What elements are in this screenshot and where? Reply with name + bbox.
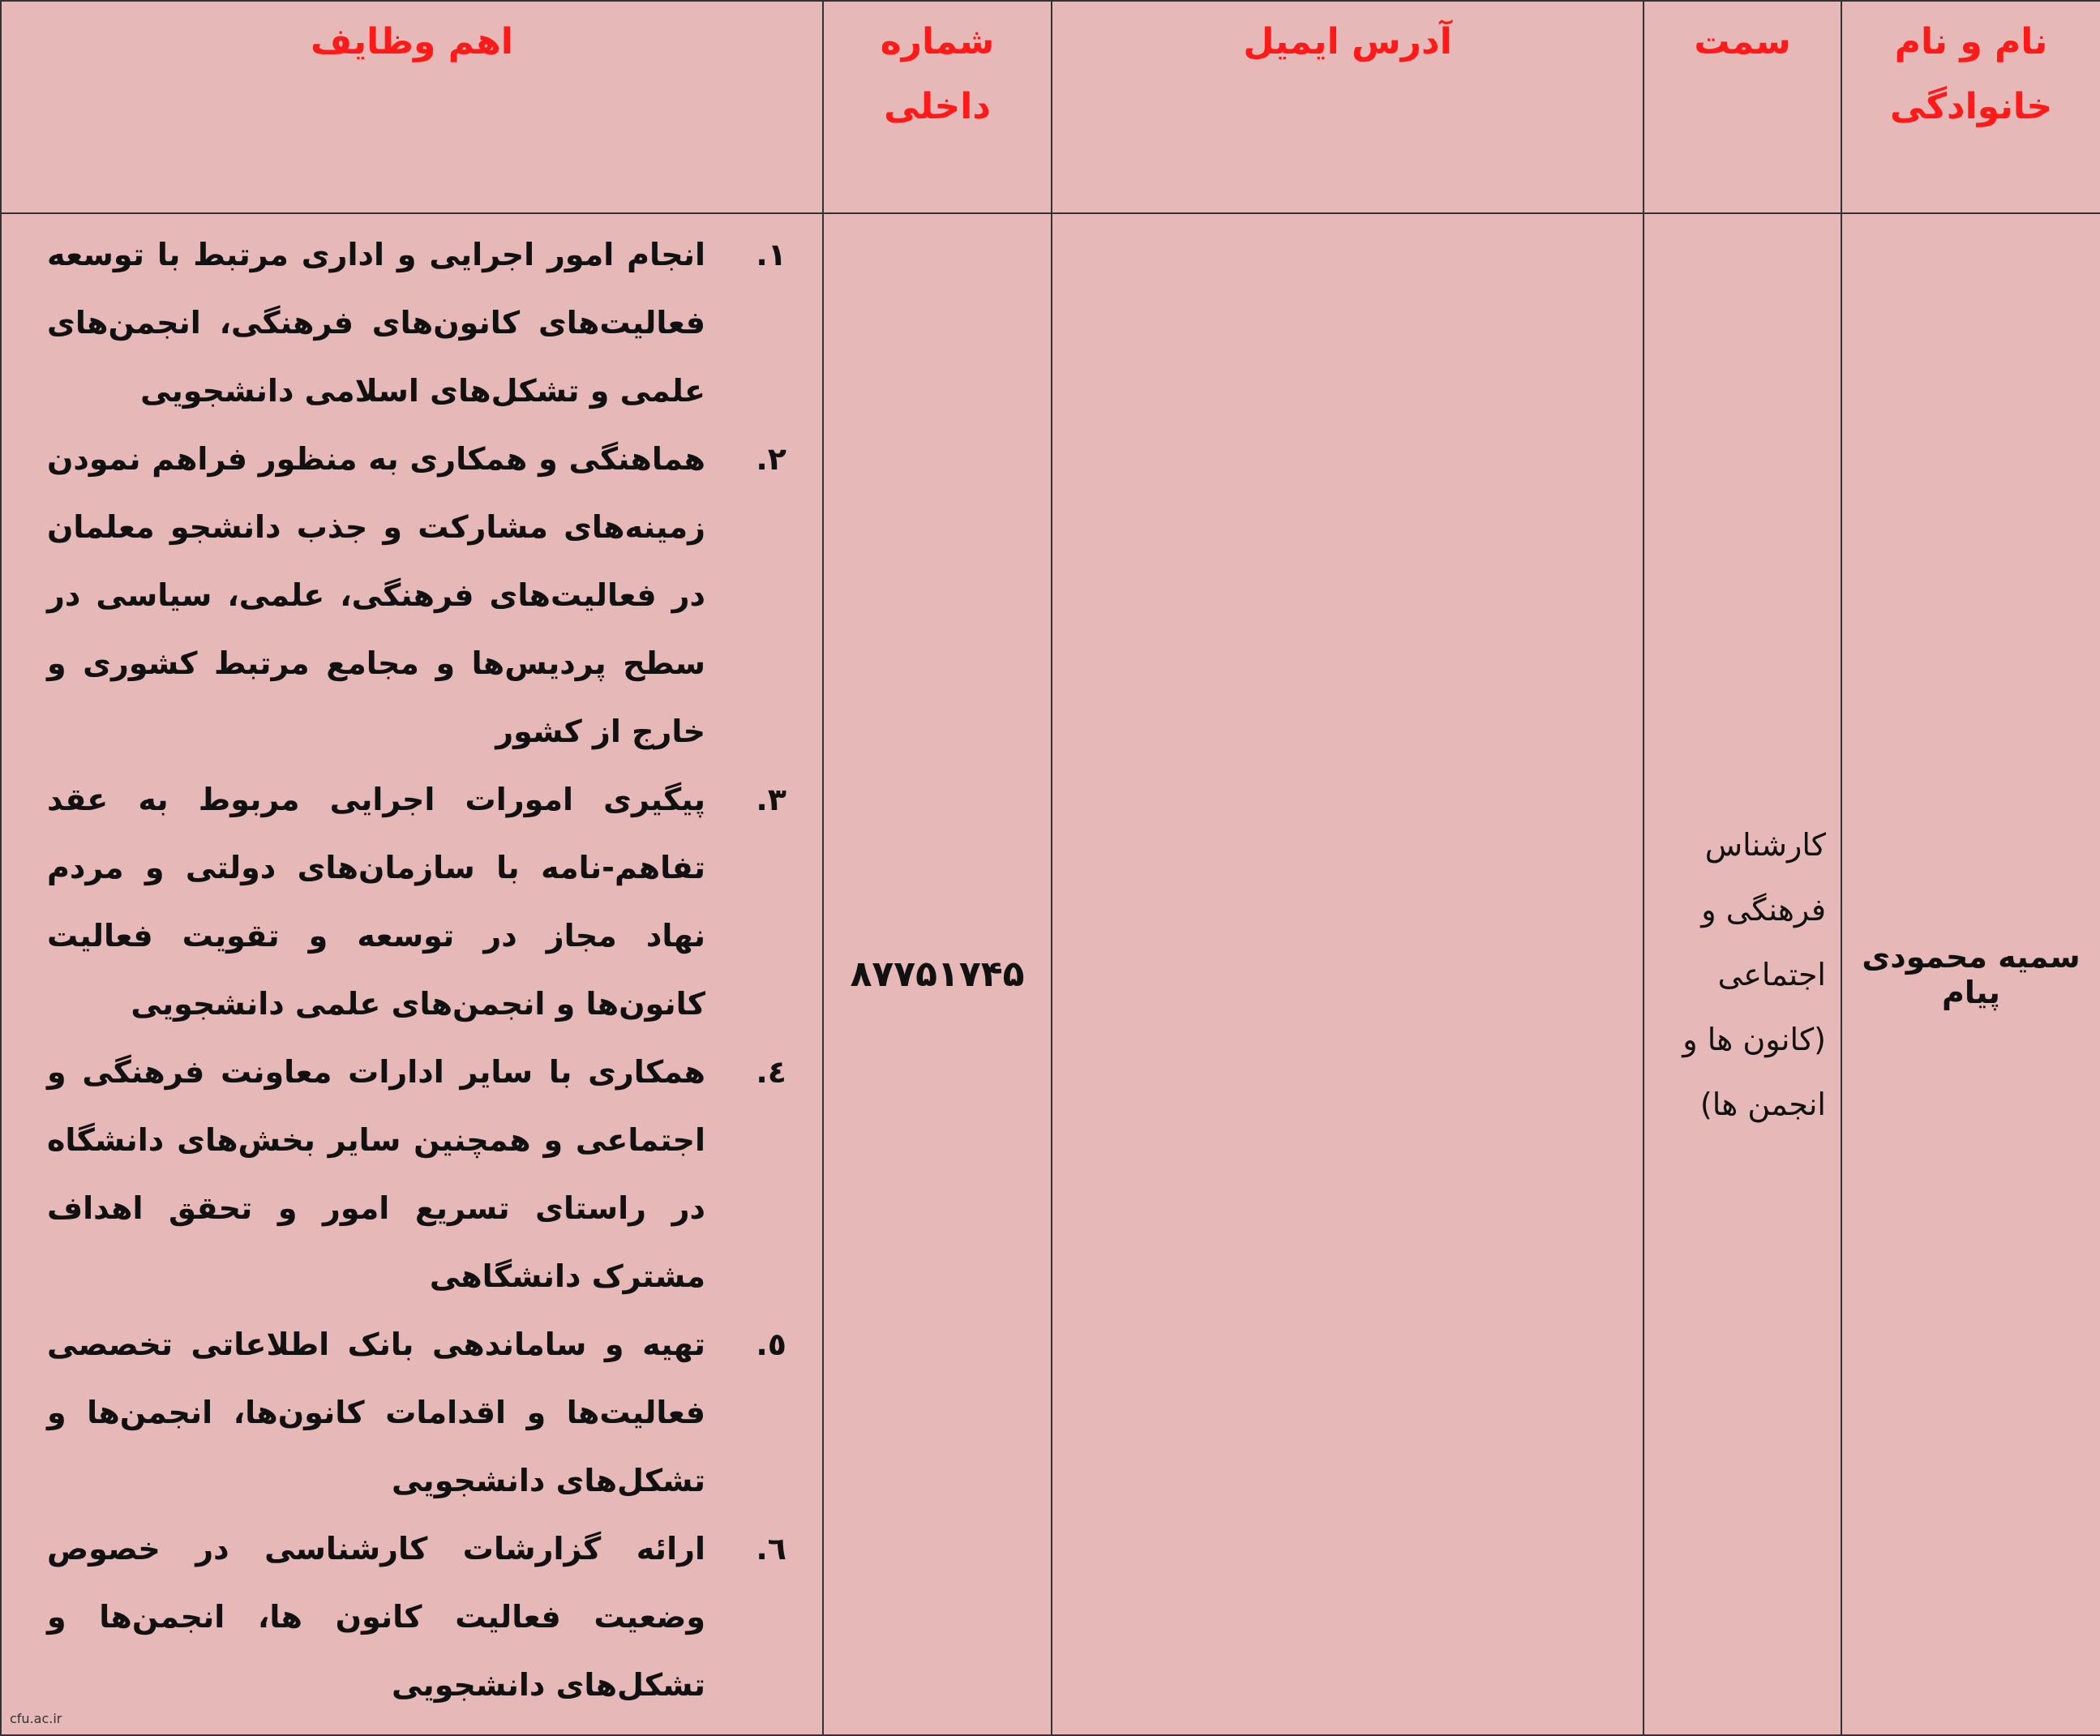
duty-number: ٦. [756, 1531, 786, 1567]
duties-cell [1, 213, 823, 1735]
duty-number: ۳. [756, 782, 786, 817]
duty-text: همکاری با سایر ادارات معاونت فرهنگی و اجتماعی و همچنین سایر بخش‌های دانشگاه در راستای تسریع امور و تحقق اهداف مشترک دانشگاهی [47, 1054, 705, 1294]
list-item [47, 425, 786, 765]
header-position: سمت [1644, 1, 1841, 213]
extension-cell: ۸۷۷۵۱۷۴۵ [823, 213, 1052, 1735]
position-line: کارشناس [1704, 826, 1826, 863]
watermark-logo: cfu.ac.ir [10, 1711, 62, 1726]
duty-text: ارائه گزارشات کارشناسی در خصوص وضعیت فعالیت کانون ها، انجمن‌ها و تشکل‌های دانشجویی [47, 1531, 705, 1703]
table-row [1, 213, 2100, 1735]
header-name: نام و نام خانوادگی [1841, 1, 2100, 213]
duty-text: انجام امور اجرایی و اداری مرتبط با توسعه فعالیت‌های کانون‌های فرهنگی، انجمن‌های علمی و تشکل‌های اسلامی دانشجویی [47, 237, 705, 409]
position-line: فرهنگی و [1701, 891, 1826, 928]
list-item [47, 1515, 786, 1719]
list-item [47, 1038, 786, 1310]
duty-text: پیگیری امورات اجرایی مربوط به عقد تفاهم-نامه با سازمان‌های دولتی و مردم نهاد مجاز در توسعه و تقویت فعالیت کانون‌ها و انجمن‌های علمی دانشجویی [47, 782, 705, 1022]
duty-text: هماهنگی و همکاری به منظور فراهم نمودن زمینه‌های مشارکت و جذب دانشجو معلمان در فعالیت‌های فرهنگی، علمی، سیاسی در سطح پردیس‌ها و مجامع مرتبط کشوری و خارج از کشور [47, 441, 705, 749]
header-extension: شماره داخلی [823, 1, 1052, 213]
name-cell: سمیه محمودی پیام [1841, 213, 2100, 1735]
duty-number: ٥. [756, 1327, 786, 1362]
position-line: اجتماعی [1717, 956, 1826, 992]
position-line: (کانون ها و [1682, 1021, 1826, 1057]
position-cell [1644, 213, 1841, 1735]
list-item [47, 221, 786, 425]
duty-number: ٤. [756, 1054, 786, 1090]
header-row [1, 1, 2100, 213]
duty-number: ۲. [756, 441, 786, 477]
list-item [47, 765, 786, 1038]
list-item [47, 1310, 786, 1515]
header-email: آدرس ایمیل [1052, 1, 1644, 213]
email-cell [1052, 213, 1644, 1735]
duty-text: تهیه و ساماندهی بانک اطلاعاتی تخصصی فعالیت‌ها و اقدامات کانون‌ها، انجمن‌ها و تشکل‌های دانشجویی [47, 1327, 705, 1498]
duty-number: ۱. [756, 237, 786, 272]
duties-list [47, 221, 786, 1719]
position-line: انجمن ها) [1699, 1086, 1826, 1122]
header-duties: اهم وظایف [1, 1, 823, 213]
